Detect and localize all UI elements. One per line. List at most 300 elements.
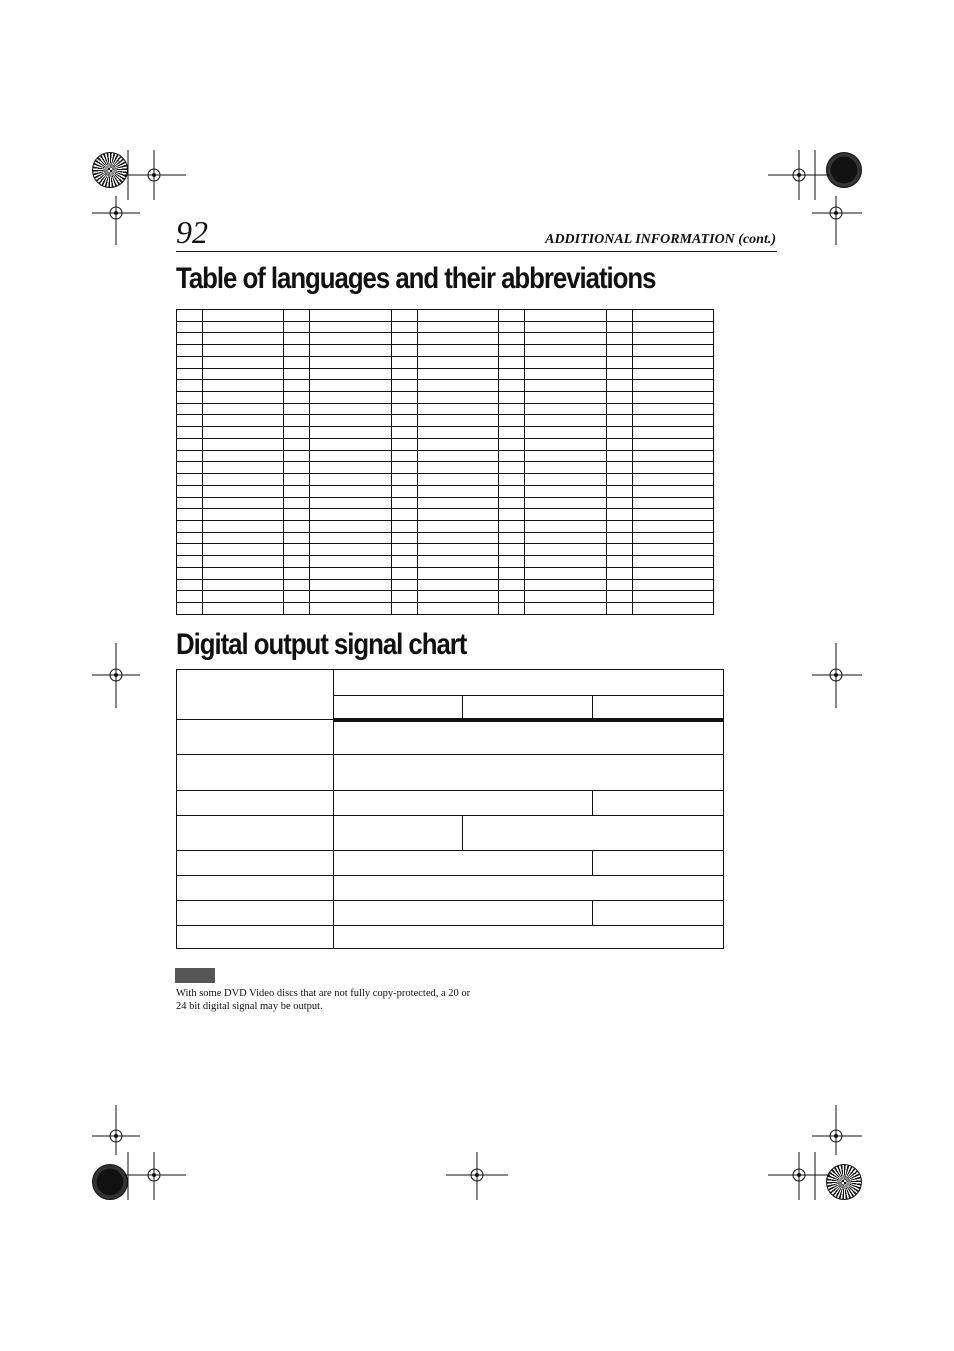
language-name-cell	[632, 310, 713, 322]
languages-section-title: Table of languages and their abbreviations	[176, 262, 656, 295]
language-code-cell	[391, 556, 417, 568]
language-name-cell	[203, 462, 284, 474]
language-code-cell	[606, 532, 632, 544]
language-name-cell	[525, 345, 606, 357]
language-name-cell	[203, 392, 284, 404]
table-cell	[177, 755, 334, 791]
table-cell	[177, 876, 334, 901]
language-name-cell	[310, 345, 391, 357]
language-name-cell	[310, 497, 391, 509]
language-code-cell	[391, 544, 417, 556]
language-name-cell	[203, 368, 284, 380]
language-name-cell	[417, 403, 498, 415]
table-cell	[333, 816, 463, 851]
language-name-cell	[525, 532, 606, 544]
language-name-cell	[525, 368, 606, 380]
language-code-cell	[284, 474, 310, 486]
language-name-cell	[525, 380, 606, 392]
language-name-cell	[525, 567, 606, 579]
digital-section-title: Digital output signal chart	[176, 628, 467, 661]
language-code-cell	[284, 345, 310, 357]
language-code-cell	[177, 380, 203, 392]
language-code-cell	[499, 567, 525, 579]
language-code-cell	[499, 544, 525, 556]
language-name-cell	[310, 462, 391, 474]
language-code-cell	[391, 474, 417, 486]
table-cell	[177, 901, 334, 926]
language-name-cell	[203, 485, 284, 497]
language-name-cell	[525, 602, 606, 614]
table-cell	[177, 851, 334, 876]
language-code-cell	[177, 520, 203, 532]
language-code-cell	[391, 497, 417, 509]
language-name-cell	[632, 544, 713, 556]
language-code-cell	[284, 368, 310, 380]
language-name-cell	[203, 567, 284, 579]
language-name-cell	[310, 602, 391, 614]
table-cell	[177, 720, 334, 755]
language-name-cell	[632, 392, 713, 404]
language-code-cell	[606, 450, 632, 462]
language-code-cell	[499, 356, 525, 368]
language-code-cell	[499, 556, 525, 568]
table-row	[177, 816, 724, 851]
language-code-cell	[606, 567, 632, 579]
language-code-cell	[177, 450, 203, 462]
language-code-cell	[499, 392, 525, 404]
table-row	[177, 438, 714, 450]
language-code-cell	[391, 462, 417, 474]
note-text: With some DVD Video discs that are not fully copy-protected, a 20 or 24 bit digital signal may be output.	[176, 988, 471, 1012]
language-code-cell	[606, 602, 632, 614]
language-code-cell	[499, 485, 525, 497]
table-row	[177, 497, 714, 509]
language-name-cell	[632, 438, 713, 450]
table-cell	[333, 755, 723, 791]
language-code-cell	[391, 567, 417, 579]
language-name-cell	[417, 368, 498, 380]
language-code-cell	[177, 310, 203, 322]
language-name-cell	[417, 438, 498, 450]
language-name-cell	[525, 321, 606, 333]
language-name-cell	[632, 485, 713, 497]
language-code-cell	[177, 532, 203, 544]
language-code-cell	[391, 427, 417, 439]
language-name-cell	[632, 345, 713, 357]
table-cell	[593, 851, 724, 876]
language-name-cell	[632, 509, 713, 521]
language-code-cell	[499, 368, 525, 380]
language-name-cell	[632, 321, 713, 333]
language-name-cell	[525, 333, 606, 345]
language-code-cell	[177, 403, 203, 415]
language-name-cell	[525, 474, 606, 486]
language-name-cell	[310, 427, 391, 439]
language-code-cell	[284, 497, 310, 509]
language-name-cell	[632, 602, 713, 614]
table-cell	[177, 926, 334, 949]
language-code-cell	[606, 591, 632, 603]
language-name-cell	[310, 591, 391, 603]
language-name-cell	[417, 474, 498, 486]
language-name-cell	[203, 438, 284, 450]
language-code-cell	[177, 462, 203, 474]
table-row	[177, 415, 714, 427]
language-code-cell	[499, 497, 525, 509]
table-cell	[333, 670, 723, 696]
language-code-cell	[284, 556, 310, 568]
note-badge	[175, 968, 215, 983]
language-name-cell	[203, 579, 284, 591]
language-name-cell	[525, 497, 606, 509]
table-row	[177, 485, 714, 497]
language-code-cell	[606, 368, 632, 380]
language-code-cell	[499, 462, 525, 474]
language-name-cell	[203, 310, 284, 322]
language-name-cell	[417, 485, 498, 497]
language-code-cell	[177, 415, 203, 427]
language-name-cell	[525, 485, 606, 497]
language-code-cell	[284, 333, 310, 345]
language-name-cell	[417, 544, 498, 556]
language-code-cell	[606, 380, 632, 392]
language-code-cell	[177, 438, 203, 450]
language-name-cell	[632, 567, 713, 579]
language-name-cell	[525, 403, 606, 415]
language-name-cell	[203, 591, 284, 603]
language-name-cell	[417, 427, 498, 439]
table-cell	[333, 876, 723, 901]
language-name-cell	[632, 356, 713, 368]
language-name-cell	[632, 380, 713, 392]
language-name-cell	[203, 356, 284, 368]
language-code-cell	[606, 415, 632, 427]
language-name-cell	[203, 380, 284, 392]
language-code-cell	[177, 556, 203, 568]
language-name-cell	[203, 427, 284, 439]
table-row	[177, 427, 714, 439]
language-name-cell	[310, 544, 391, 556]
language-code-cell	[391, 509, 417, 521]
language-name-cell	[310, 415, 391, 427]
table-cell	[463, 696, 593, 720]
language-code-cell	[391, 403, 417, 415]
language-code-cell	[391, 310, 417, 322]
language-code-cell	[391, 450, 417, 462]
language-code-cell	[177, 427, 203, 439]
language-name-cell	[310, 380, 391, 392]
language-code-cell	[606, 333, 632, 345]
language-code-cell	[499, 579, 525, 591]
table-row	[177, 567, 714, 579]
language-code-cell	[284, 509, 310, 521]
language-code-cell	[499, 438, 525, 450]
digital-output-table	[176, 669, 724, 949]
language-name-cell	[417, 579, 498, 591]
language-name-cell	[417, 556, 498, 568]
language-code-cell	[391, 415, 417, 427]
table-cell	[593, 791, 724, 816]
table-cell	[333, 926, 723, 949]
language-code-cell	[284, 356, 310, 368]
language-code-cell	[499, 602, 525, 614]
language-name-cell	[525, 520, 606, 532]
language-code-cell	[606, 356, 632, 368]
language-name-cell	[525, 462, 606, 474]
language-name-cell	[417, 520, 498, 532]
language-code-cell	[284, 403, 310, 415]
language-name-cell	[310, 356, 391, 368]
language-code-cell	[606, 438, 632, 450]
language-code-cell	[391, 321, 417, 333]
language-code-cell	[391, 392, 417, 404]
language-name-cell	[310, 438, 391, 450]
language-code-cell	[499, 380, 525, 392]
language-code-cell	[177, 509, 203, 521]
language-code-cell	[391, 333, 417, 345]
language-name-cell	[310, 579, 391, 591]
language-name-cell	[632, 532, 713, 544]
table-row	[177, 901, 724, 926]
table-cell	[177, 816, 334, 851]
language-code-cell	[391, 380, 417, 392]
language-name-cell	[525, 579, 606, 591]
table-row	[177, 556, 714, 568]
language-code-cell	[177, 392, 203, 404]
language-code-cell	[284, 380, 310, 392]
table-row	[177, 520, 714, 532]
language-code-cell	[284, 310, 310, 322]
language-code-cell	[391, 368, 417, 380]
language-name-cell	[203, 602, 284, 614]
language-code-cell	[177, 567, 203, 579]
language-code-cell	[284, 532, 310, 544]
language-name-cell	[417, 415, 498, 427]
language-code-cell	[284, 427, 310, 439]
language-code-cell	[606, 544, 632, 556]
language-code-cell	[284, 567, 310, 579]
table-row	[177, 532, 714, 544]
language-code-cell	[284, 321, 310, 333]
language-code-cell	[284, 544, 310, 556]
language-code-cell	[177, 474, 203, 486]
language-name-cell	[310, 485, 391, 497]
language-code-cell	[284, 415, 310, 427]
language-code-cell	[177, 591, 203, 603]
running-head: ADDITIONAL INFORMATION (cont.)	[545, 232, 776, 247]
language-code-cell	[284, 485, 310, 497]
language-code-cell	[284, 602, 310, 614]
language-code-cell	[391, 438, 417, 450]
language-name-cell	[417, 509, 498, 521]
language-code-cell	[606, 485, 632, 497]
language-name-cell	[525, 438, 606, 450]
table-row	[177, 591, 714, 603]
language-code-cell	[499, 520, 525, 532]
language-code-cell	[606, 556, 632, 568]
table-row	[177, 926, 724, 949]
language-code-cell	[391, 602, 417, 614]
language-name-cell	[203, 556, 284, 568]
language-name-cell	[632, 333, 713, 345]
language-code-cell	[177, 368, 203, 380]
language-code-cell	[177, 497, 203, 509]
language-name-cell	[632, 427, 713, 439]
table-row	[177, 380, 714, 392]
language-name-cell	[310, 333, 391, 345]
language-code-cell	[606, 345, 632, 357]
table-cell	[333, 901, 593, 926]
table-cell	[593, 696, 724, 720]
table-row	[177, 544, 714, 556]
language-code-cell	[499, 345, 525, 357]
language-name-cell	[525, 509, 606, 521]
language-name-cell	[632, 497, 713, 509]
language-name-cell	[632, 520, 713, 532]
language-name-cell	[632, 474, 713, 486]
table-row	[177, 450, 714, 462]
language-name-cell	[525, 392, 606, 404]
language-name-cell	[310, 403, 391, 415]
language-code-cell	[391, 485, 417, 497]
language-code-cell	[391, 345, 417, 357]
table-cell	[177, 791, 334, 816]
language-code-cell	[391, 356, 417, 368]
language-code-cell	[177, 579, 203, 591]
language-name-cell	[632, 579, 713, 591]
table-row	[177, 851, 724, 876]
language-code-cell	[284, 579, 310, 591]
language-name-cell	[203, 520, 284, 532]
language-code-cell	[177, 485, 203, 497]
table-row	[177, 602, 714, 614]
language-code-cell	[499, 403, 525, 415]
table-row	[177, 474, 714, 486]
header-rule	[176, 251, 777, 252]
table-row	[177, 392, 714, 404]
table-cell	[463, 816, 724, 851]
language-code-cell	[606, 310, 632, 322]
table-row	[177, 876, 724, 901]
language-name-cell	[203, 509, 284, 521]
table-row	[177, 791, 724, 816]
language-name-cell	[203, 544, 284, 556]
language-name-cell	[310, 368, 391, 380]
table-row	[177, 509, 714, 521]
language-name-cell	[203, 321, 284, 333]
language-code-cell	[499, 474, 525, 486]
language-name-cell	[417, 532, 498, 544]
language-code-cell	[284, 462, 310, 474]
language-name-cell	[203, 415, 284, 427]
language-code-cell	[177, 356, 203, 368]
table-row	[177, 403, 714, 415]
language-name-cell	[203, 403, 284, 415]
page-number: 92	[176, 214, 208, 250]
language-name-cell	[632, 591, 713, 603]
table-row	[177, 720, 724, 755]
language-code-cell	[499, 321, 525, 333]
table-row	[177, 755, 724, 791]
language-name-cell	[310, 532, 391, 544]
language-code-cell	[177, 333, 203, 345]
language-code-cell	[391, 520, 417, 532]
language-name-cell	[203, 474, 284, 486]
language-code-cell	[499, 427, 525, 439]
language-name-cell	[203, 497, 284, 509]
table-row	[177, 462, 714, 474]
language-code-cell	[499, 591, 525, 603]
language-name-cell	[632, 462, 713, 474]
table-row	[177, 579, 714, 591]
table-cell	[593, 901, 724, 926]
language-code-cell	[177, 345, 203, 357]
table-row	[177, 345, 714, 357]
language-code-cell	[606, 321, 632, 333]
table-row	[177, 333, 714, 345]
language-name-cell	[417, 450, 498, 462]
language-name-cell	[203, 532, 284, 544]
language-name-cell	[632, 450, 713, 462]
table-row	[177, 368, 714, 380]
language-name-cell	[417, 380, 498, 392]
language-name-cell	[310, 509, 391, 521]
language-name-cell	[525, 415, 606, 427]
language-name-cell	[632, 403, 713, 415]
language-code-cell	[284, 520, 310, 532]
table-cell	[333, 720, 723, 755]
language-name-cell	[310, 392, 391, 404]
language-code-cell	[499, 415, 525, 427]
language-code-cell	[499, 532, 525, 544]
table-row	[177, 321, 714, 333]
table-row	[177, 356, 714, 368]
language-code-cell	[391, 591, 417, 603]
language-code-cell	[606, 392, 632, 404]
table-row	[177, 670, 724, 696]
language-name-cell	[525, 556, 606, 568]
table-cell	[333, 791, 593, 816]
language-name-cell	[632, 368, 713, 380]
language-name-cell	[417, 310, 498, 322]
table-cell	[177, 670, 334, 720]
language-code-cell	[499, 333, 525, 345]
language-name-cell	[525, 310, 606, 322]
language-name-cell	[203, 450, 284, 462]
language-code-cell	[499, 310, 525, 322]
language-code-cell	[177, 321, 203, 333]
language-code-cell	[284, 392, 310, 404]
table-row	[177, 310, 714, 322]
language-name-cell	[525, 427, 606, 439]
language-name-cell	[417, 462, 498, 474]
language-name-cell	[310, 520, 391, 532]
language-name-cell	[310, 567, 391, 579]
language-name-cell	[525, 591, 606, 603]
language-name-cell	[417, 392, 498, 404]
language-name-cell	[417, 333, 498, 345]
language-name-cell	[310, 450, 391, 462]
language-code-cell	[284, 450, 310, 462]
language-name-cell	[525, 356, 606, 368]
language-code-cell	[606, 462, 632, 474]
language-name-cell	[525, 544, 606, 556]
language-name-cell	[417, 497, 498, 509]
language-name-cell	[203, 345, 284, 357]
language-name-cell	[417, 591, 498, 603]
language-name-cell	[310, 321, 391, 333]
language-code-cell	[606, 497, 632, 509]
